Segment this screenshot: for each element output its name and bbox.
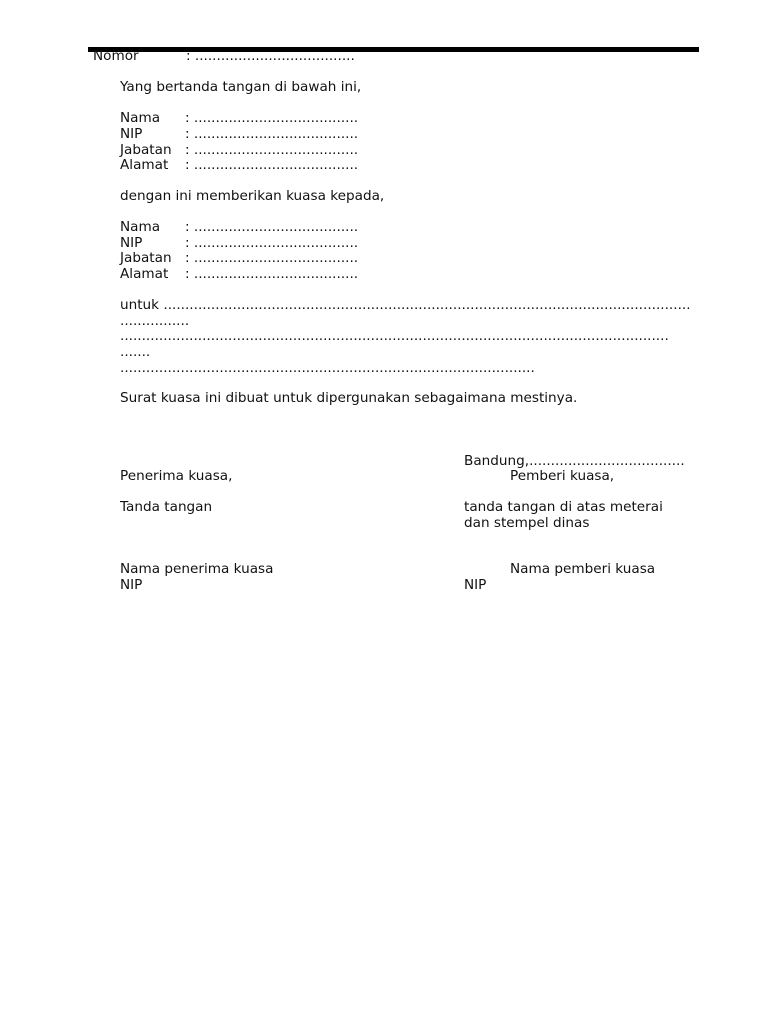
field-row [120, 110, 358, 126]
transition-text: dengan ini memberikan kuasa kepada, [120, 188, 385, 204]
pemberi-nip: NIP [464, 577, 487, 593]
intro-text: Yang bertanda tangan di bawah ini, [120, 79, 362, 95]
field-row [120, 142, 358, 158]
field-label: Jabatan [120, 142, 172, 158]
field-row [120, 250, 358, 266]
untuk-line-1: untuk .......................................................................................................................... [120, 297, 691, 313]
field-value: : ...................................... [185, 157, 359, 173]
field-value: : ...................................... [185, 250, 359, 266]
untuk-line-3: ............................................................................................................................... [120, 328, 669, 344]
penerima-nip: NIP [120, 577, 143, 593]
untuk-line-4: ....... [120, 344, 151, 360]
untuk-line-5: ................................................................................................ [120, 360, 535, 376]
nomor-value: : ..................................... [186, 48, 355, 64]
penerima-sign-text: Tanda tangan [120, 499, 213, 515]
field-row [120, 126, 358, 142]
nomor-line [93, 48, 355, 64]
field-row [120, 219, 358, 235]
field-label: NIP [120, 235, 143, 251]
nomor-label: Nomor [93, 48, 139, 64]
field-row [120, 235, 358, 251]
pemberi-name: Nama pemberi kuasa [510, 561, 656, 577]
field-label: Alamat [120, 157, 169, 173]
pemberi-heading: Pemberi kuasa, [510, 468, 615, 484]
penerima-name: Nama penerima kuasa [120, 561, 274, 577]
place-date: Bandung,.................................... [464, 453, 685, 469]
field-value: : ...................................... [185, 235, 359, 251]
field-row [120, 266, 358, 282]
field-value: : ...................................... [185, 110, 359, 126]
pemberi-sign-text-2: dan stempel dinas [464, 515, 590, 531]
penerima-heading: Penerima kuasa, [120, 468, 233, 484]
field-label: Nama [120, 110, 161, 126]
field-value: : ...................................... [185, 142, 359, 158]
field-label: Nama [120, 219, 161, 235]
pemberi-sign-text-1: tanda tangan di atas meterai [464, 499, 663, 515]
field-label: Alamat [120, 266, 169, 282]
field-value: : ...................................... [185, 126, 359, 142]
field-label: NIP [120, 126, 143, 142]
field-label: Jabatan [120, 250, 172, 266]
field-value: : ...................................... [185, 266, 359, 282]
field-value: : ...................................... [185, 219, 359, 235]
closing-text: Surat kuasa ini dibuat untuk dipergunakan sebagaimana mestinya. [120, 390, 578, 406]
field-row [120, 157, 358, 173]
untuk-line-2: ................ [120, 313, 190, 329]
